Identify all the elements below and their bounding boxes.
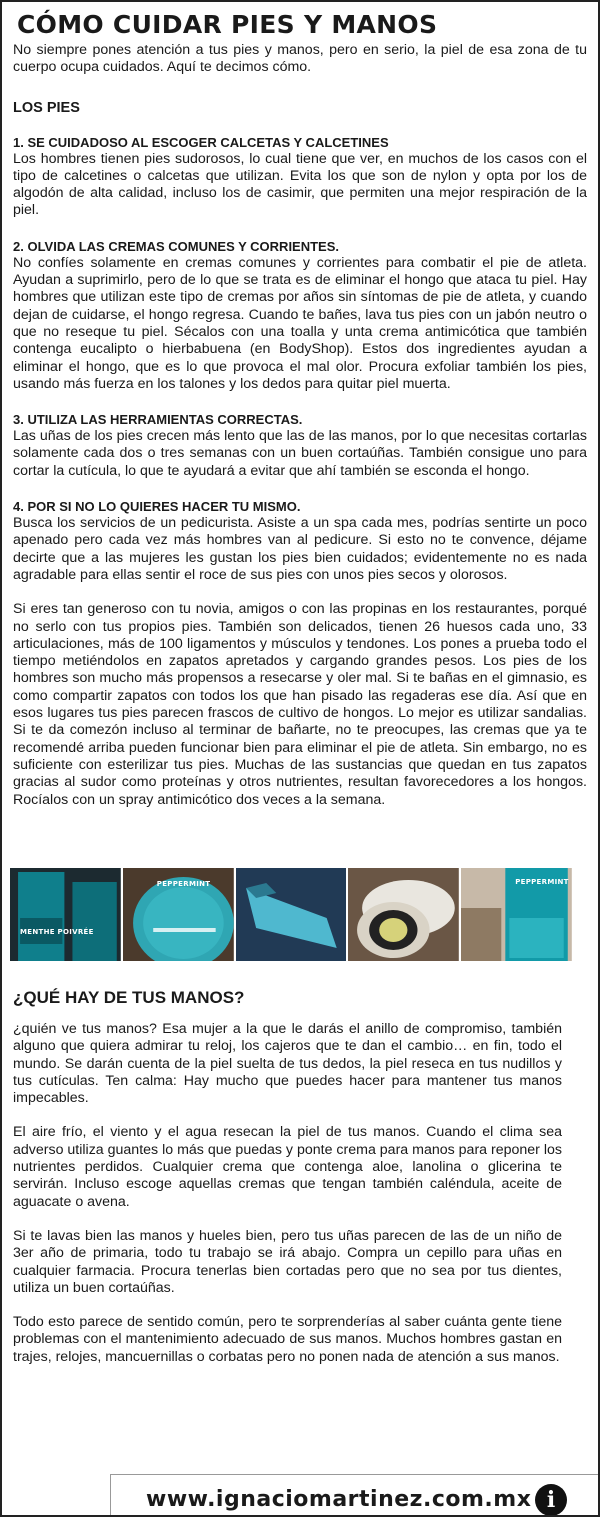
tip-heading: 3. UTILIZA LAS HERRAMIENTAS CORRECTAS. xyxy=(13,412,303,428)
product-photo xyxy=(461,868,572,961)
tip-text: Busca los servicios de un pedicurista. Asiste a un spa cada mes, podrías sentirte un poco apenado pero cada vez más hombres van al pedicure. Si esto no te convence, déjame decirte que a las mujeres les gustan los pies bien cuidados; evidentemente no es nada agradable para ellas sentir el roce de sus pies con unos pies secos y olorosos. xyxy=(13,515,587,583)
hands-heading: ¿QUÉ HAY DE TUS MANOS? xyxy=(13,988,245,1007)
product-photo-strip xyxy=(10,868,572,961)
hands-paragraph: ¿quién ve tus manos? Esa mujer a la que le darás el anillo de compromiso, también alguno que quiera admirar tu reloj, los cajeros que te dan el cambio… en fin, todo el mundo. Se darán cuenta de la piel suelta de tus dedos, la piel reseca en tus nudillos y tus cutículas. Ten calma: Hay mucho que puedes hacer para mantener tus manos impecables. xyxy=(13,1021,562,1107)
product-label: PEPPERMINT xyxy=(156,880,211,888)
tip-text: No confíes solamente en cremas comunes y corrientes para combatir el pie de atleta. Ayudan a suprimirlo, pero de lo que se trata es de eliminar el hongo que ataca tu piel. Hay hombres que utilizan este tipo de cremas por años sin síntomas de pie de atleta, y cuando dejan de cuidarse, el hongo regresa. Cuando te bañes, lava tus pies con un jabón neutro o que no reseque tu piel. Sécalos con una toalla y unta crema antimicótica que también contenga eucalipto o hierbabuena (en BodyShop). Estos dos ingredientes ayudan a eliminar el hongo, que es lo que provoca el mal olor. Procura exfoliar también los pies, usando más fuerza en los talones y los dedos para quitar piel muerta. xyxy=(13,254,587,392)
website-link[interactable]: www.ignaciomartinez.com.mx xyxy=(146,1487,532,1512)
info-icon[interactable]: i xyxy=(535,1484,567,1516)
product-label: PEPPERMINT xyxy=(515,878,569,886)
product-photo xyxy=(348,868,459,961)
article-title: CÓMO CUIDAR PIES Y MANOS xyxy=(17,10,438,39)
product-photo xyxy=(10,868,121,961)
feet-section xyxy=(2,42,598,809)
hands-section xyxy=(13,1021,562,1366)
product-photo xyxy=(123,868,234,961)
product-photo xyxy=(236,868,347,961)
tip-text: Las uñas de los pies crecen más lento que las de las manos, por lo que necesitas cortarlas solamente cada dos o tres semanas con un buen cortaúñas. También consigue uno para cortar la cutícula, lo que te ayudará a evitar que ahí también se esconda el hongo. xyxy=(13,428,587,479)
feet-closing-paragraph: Si eres tan generoso con tu novia, amigos o con las propinas en los restaurantes, porqué no serlo con tus propios pies. También son delicados, tienen 26 huesos cada uno, 33 articulaciones, más de 100 ligamentos y músculos y tendones. Los pones a prueba todo el tiempo metiéndolos en zapatos apretados y cargando grandes pesos. Los pies de los hombres son mucho más propensos a resecarse y oler mal. Si te bañas en el gimnasio, es como compartir zapatos con todos los que han pisado las regaderas ese día. Así que en esos lugares tus pies parecen frascos de cultivo de hongos. Lo mejor es utilizar sandalias. Si te da comezón incluso al terminar de bañarte, no te preocupes, las cremas que ya te recomendé arriba pueden funcionar bien para eliminar el pie de atleta. Sin embargo, no es suficiente con esterilizar tus pies. Muchas de las sustancias que quedan en tus zapatos gracias al sudor como proteínas y otros nutrientes, resultan favorecedores a los hongos. Rocíalos con un spray antimicótico dos veces a la semana. xyxy=(13,601,587,808)
product-label: MENTHE POIVRÉE xyxy=(20,928,94,936)
tip-text: Los hombres tienen pies sudorosos, lo cual tiene que ver, en muchos de los casos con el tipo de calcetines o calcetas que utilizan. Evita los que son de nylon y opta por los de algodón de alta calidad, incluso los de casimir, que permiten una mejor respiración de la piel. xyxy=(13,150,587,219)
footer-bar xyxy=(110,1474,600,1517)
feet-heading: LOS PIES xyxy=(13,99,80,116)
tip-heading: 4. POR SI NO LO QUIERES HACER TU MISMO. xyxy=(13,499,301,515)
tip-heading: 1. SE CUIDADOSO AL ESCOGER CALCETAS Y CALCETINES xyxy=(13,134,389,150)
intro-paragraph: No siempre pones atención a tus pies y manos, pero en serio, la piel de esa zona de tu cuerpo ocupa cuidados. Aquí te decimos cómo. xyxy=(13,42,587,76)
hands-paragraph: Si te lavas bien las manos y hueles bien, pero tus uñas parecen de las de un niño de 3er año de primaria, todo tu trabajo se irá abajo. Compra un cepillo para uñas en cualquier farmacia. Procura tenerlas bien cortadas pero que no sea por tus dientes, utiliza un buen cortaúñas. xyxy=(13,1227,562,1296)
hands-paragraph: Todo esto parece de sentido común, pero te sorprenderías al saber cuánta gente tiene problemas con el mantenimiento adecuado de sus manos. Muchos hombres gastan en trajes, relojes, mancuernillas o corbatas pero no ponen nada de atención a sus manos. xyxy=(13,1314,562,1365)
tip-heading: 2. OLVIDA LAS CREMAS COMUNES Y CORRIENTES. xyxy=(13,238,340,254)
hands-paragraph: El aire frío, el viento y el agua resecan la piel de tus manos. Cuando el clima sea adverso utiliza guantes lo más que puedas y ponte crema para manos para reponer los nutrientes perdidos. Cualquier crema que contenga aloe, lanolina o glicerina te servirán. Incluso escoge aquellas cremas que tengan también caléndula, aceite de aguacate o avena. xyxy=(13,1124,562,1210)
